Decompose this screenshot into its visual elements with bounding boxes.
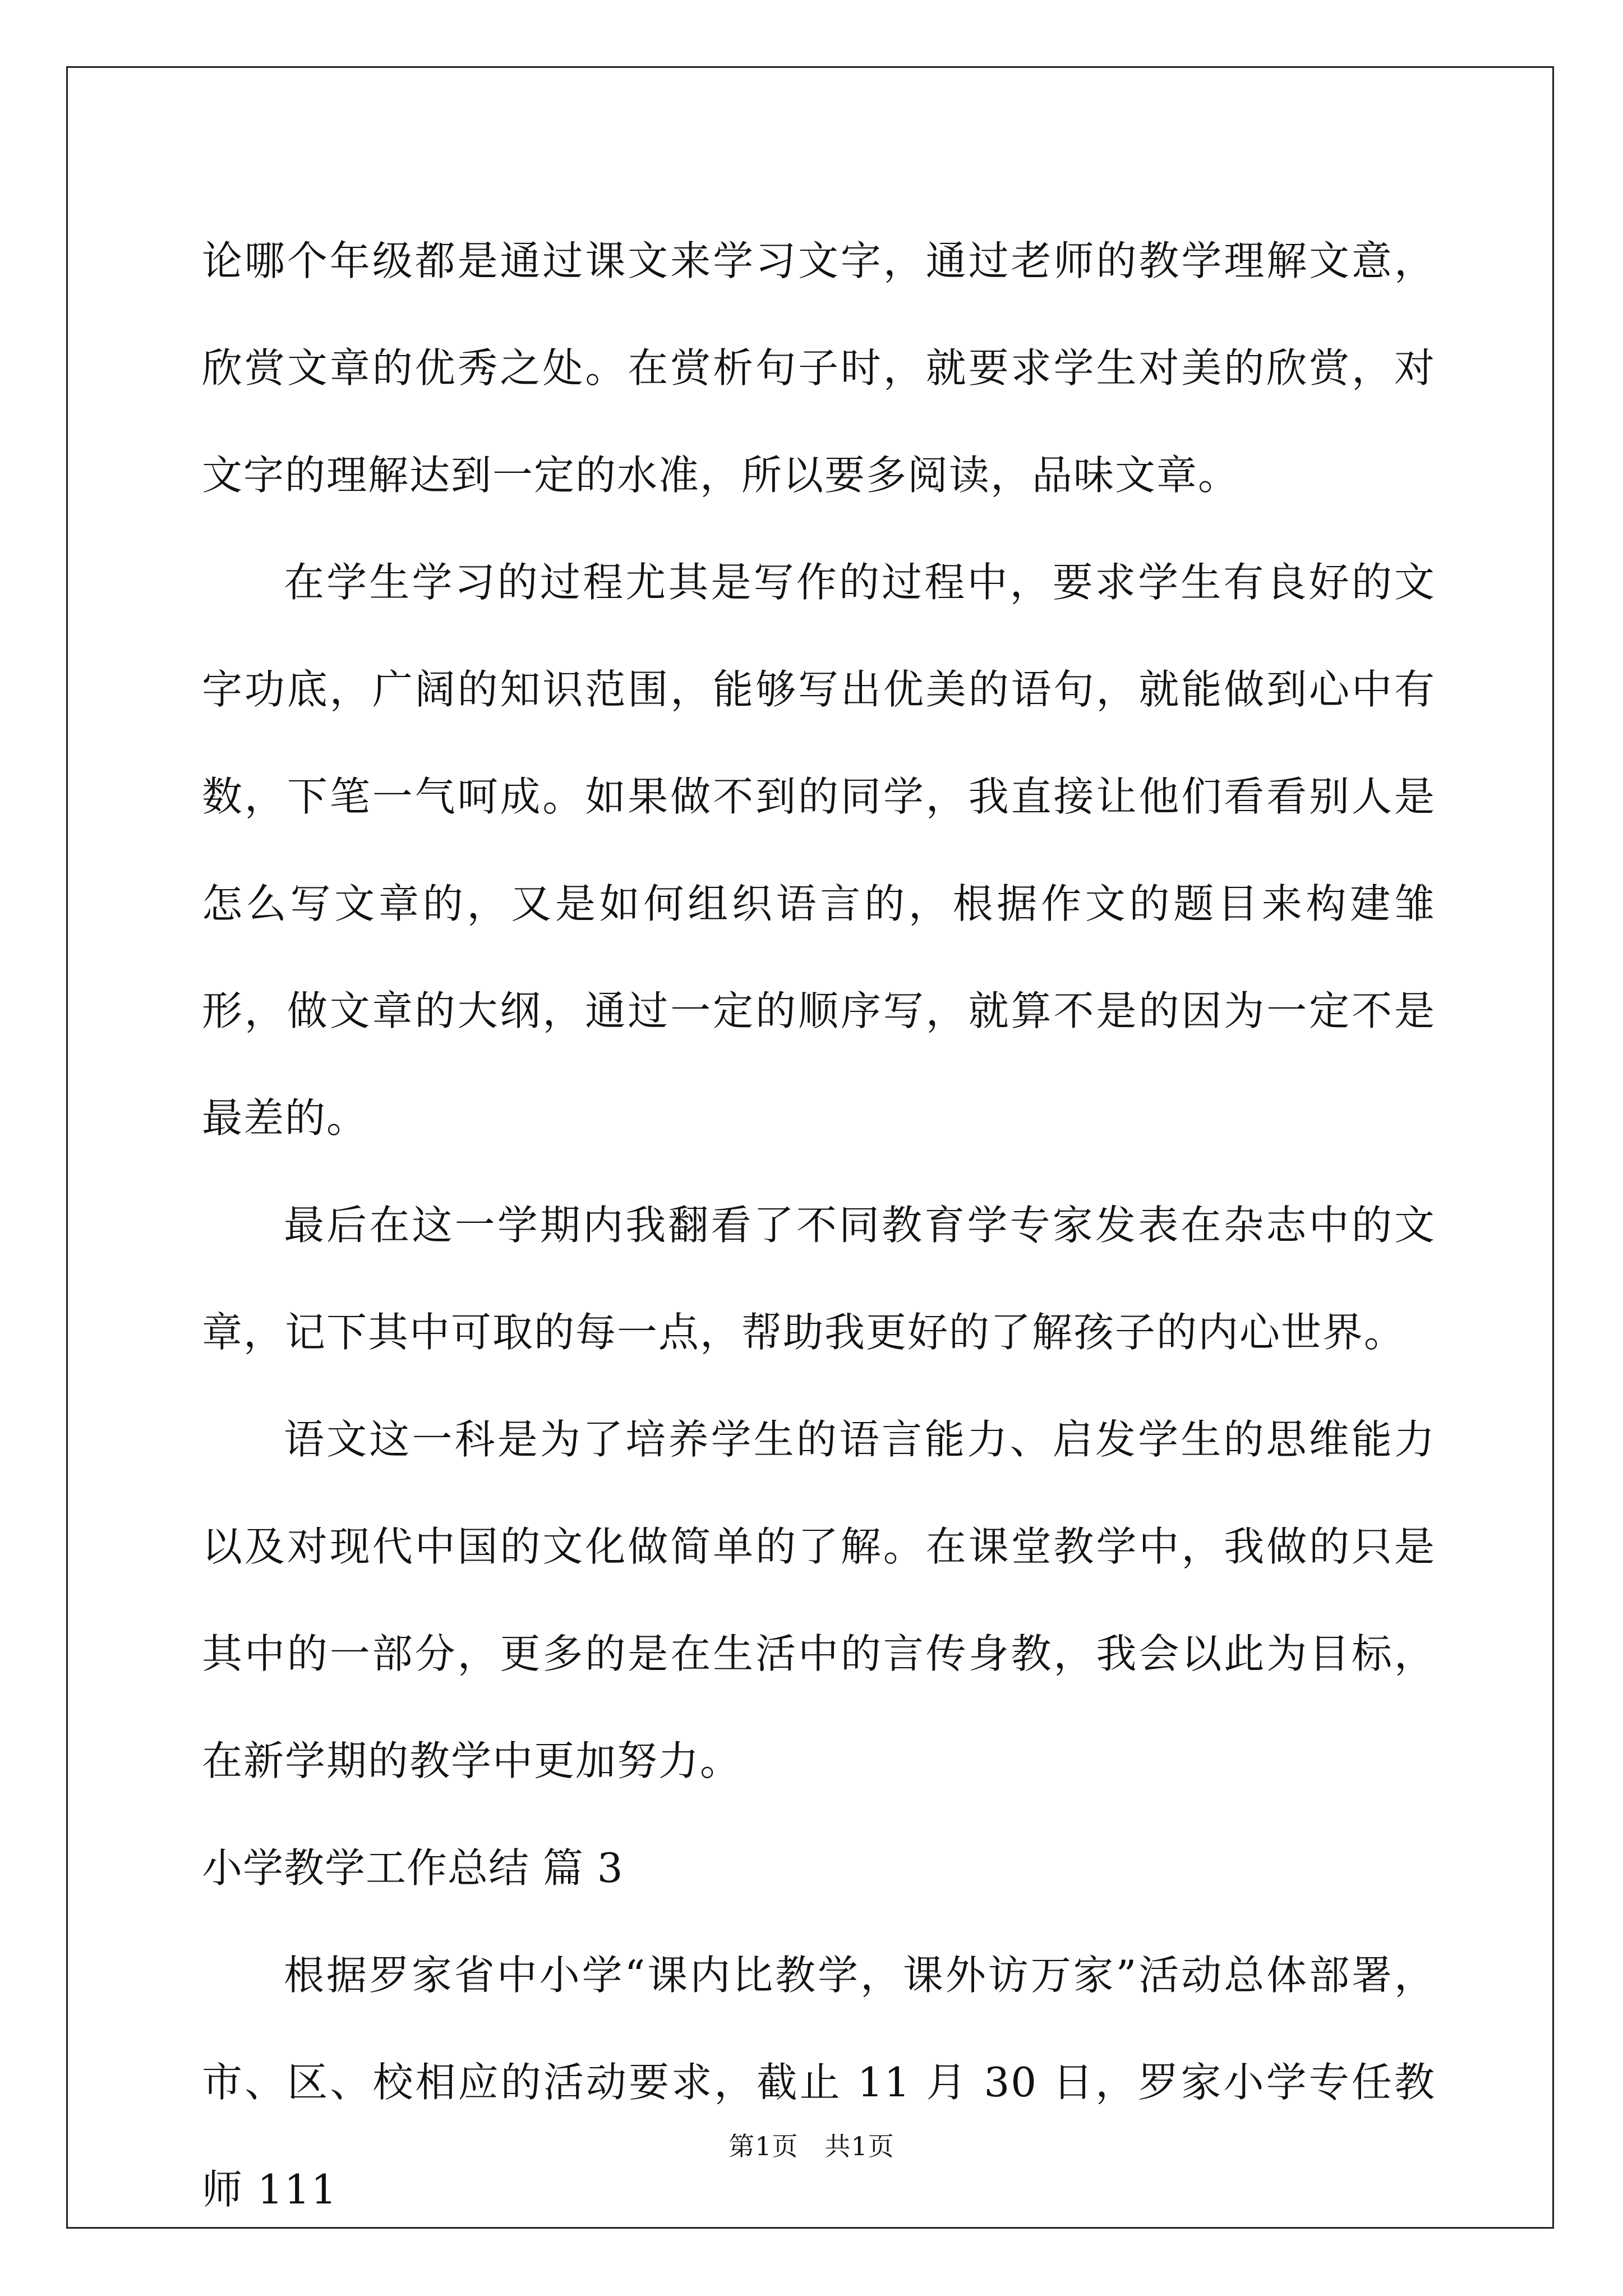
paragraph: 最后在这一学期内我翻看了不同教育学专家发表在杂志中的文章，记下其中可取的每一点，帮助我更好的了解孩子的内心世界。: [202, 1202, 1436, 1356]
paragraph: 根据罗家省中小学“课内比教学，课外访万家”活动总体部署，市、区、校相应的活动要求，截止 11 月 30 日，罗家小学专任教师 111: [202, 1952, 1436, 2213]
page-number: 第1页: [728, 2131, 799, 2161]
page-total: 共1页: [824, 2131, 895, 2161]
page-footer: [0, 2126, 1623, 2163]
section-heading: 小学教学工作总结 篇 3: [202, 1844, 624, 1892]
paragraph: 论哪个年级都是通过课文来学习文字，通过老师的教学理解文意，欣赏文章的优秀之处。在赏析句子时，就要求学生对美的欣赏，对文字的理解达到一定的水准，所以要多阅读，品味文章。: [202, 237, 1436, 499]
document-body: [202, 208, 1436, 2243]
paragraph: 在学生学习的过程尤其是写作的过程中，要求学生有良好的文字功底，广阔的知识范围，能够写出优美的语句，就能做到心中有数，下笔一气呵成。如果做不到的同学，我直接让他们看看别人是怎么写文章的，又是如何组织语言的，根据作文的题目来构建雏形，做文章的大纲，通过一定的顺序写，就算不是的因为一定不是最差的。: [202, 559, 1436, 1142]
paragraph: 语文这一科是为了培养学生的语言能力、启发学生的思维能力以及对现代中国的文化做简单的了解。在课堂教学中，我做的只是其中的一部分，更多的是在生活中的言传身教，我会以此为目标，在新学期的教学中更加努力。: [202, 1416, 1436, 1784]
